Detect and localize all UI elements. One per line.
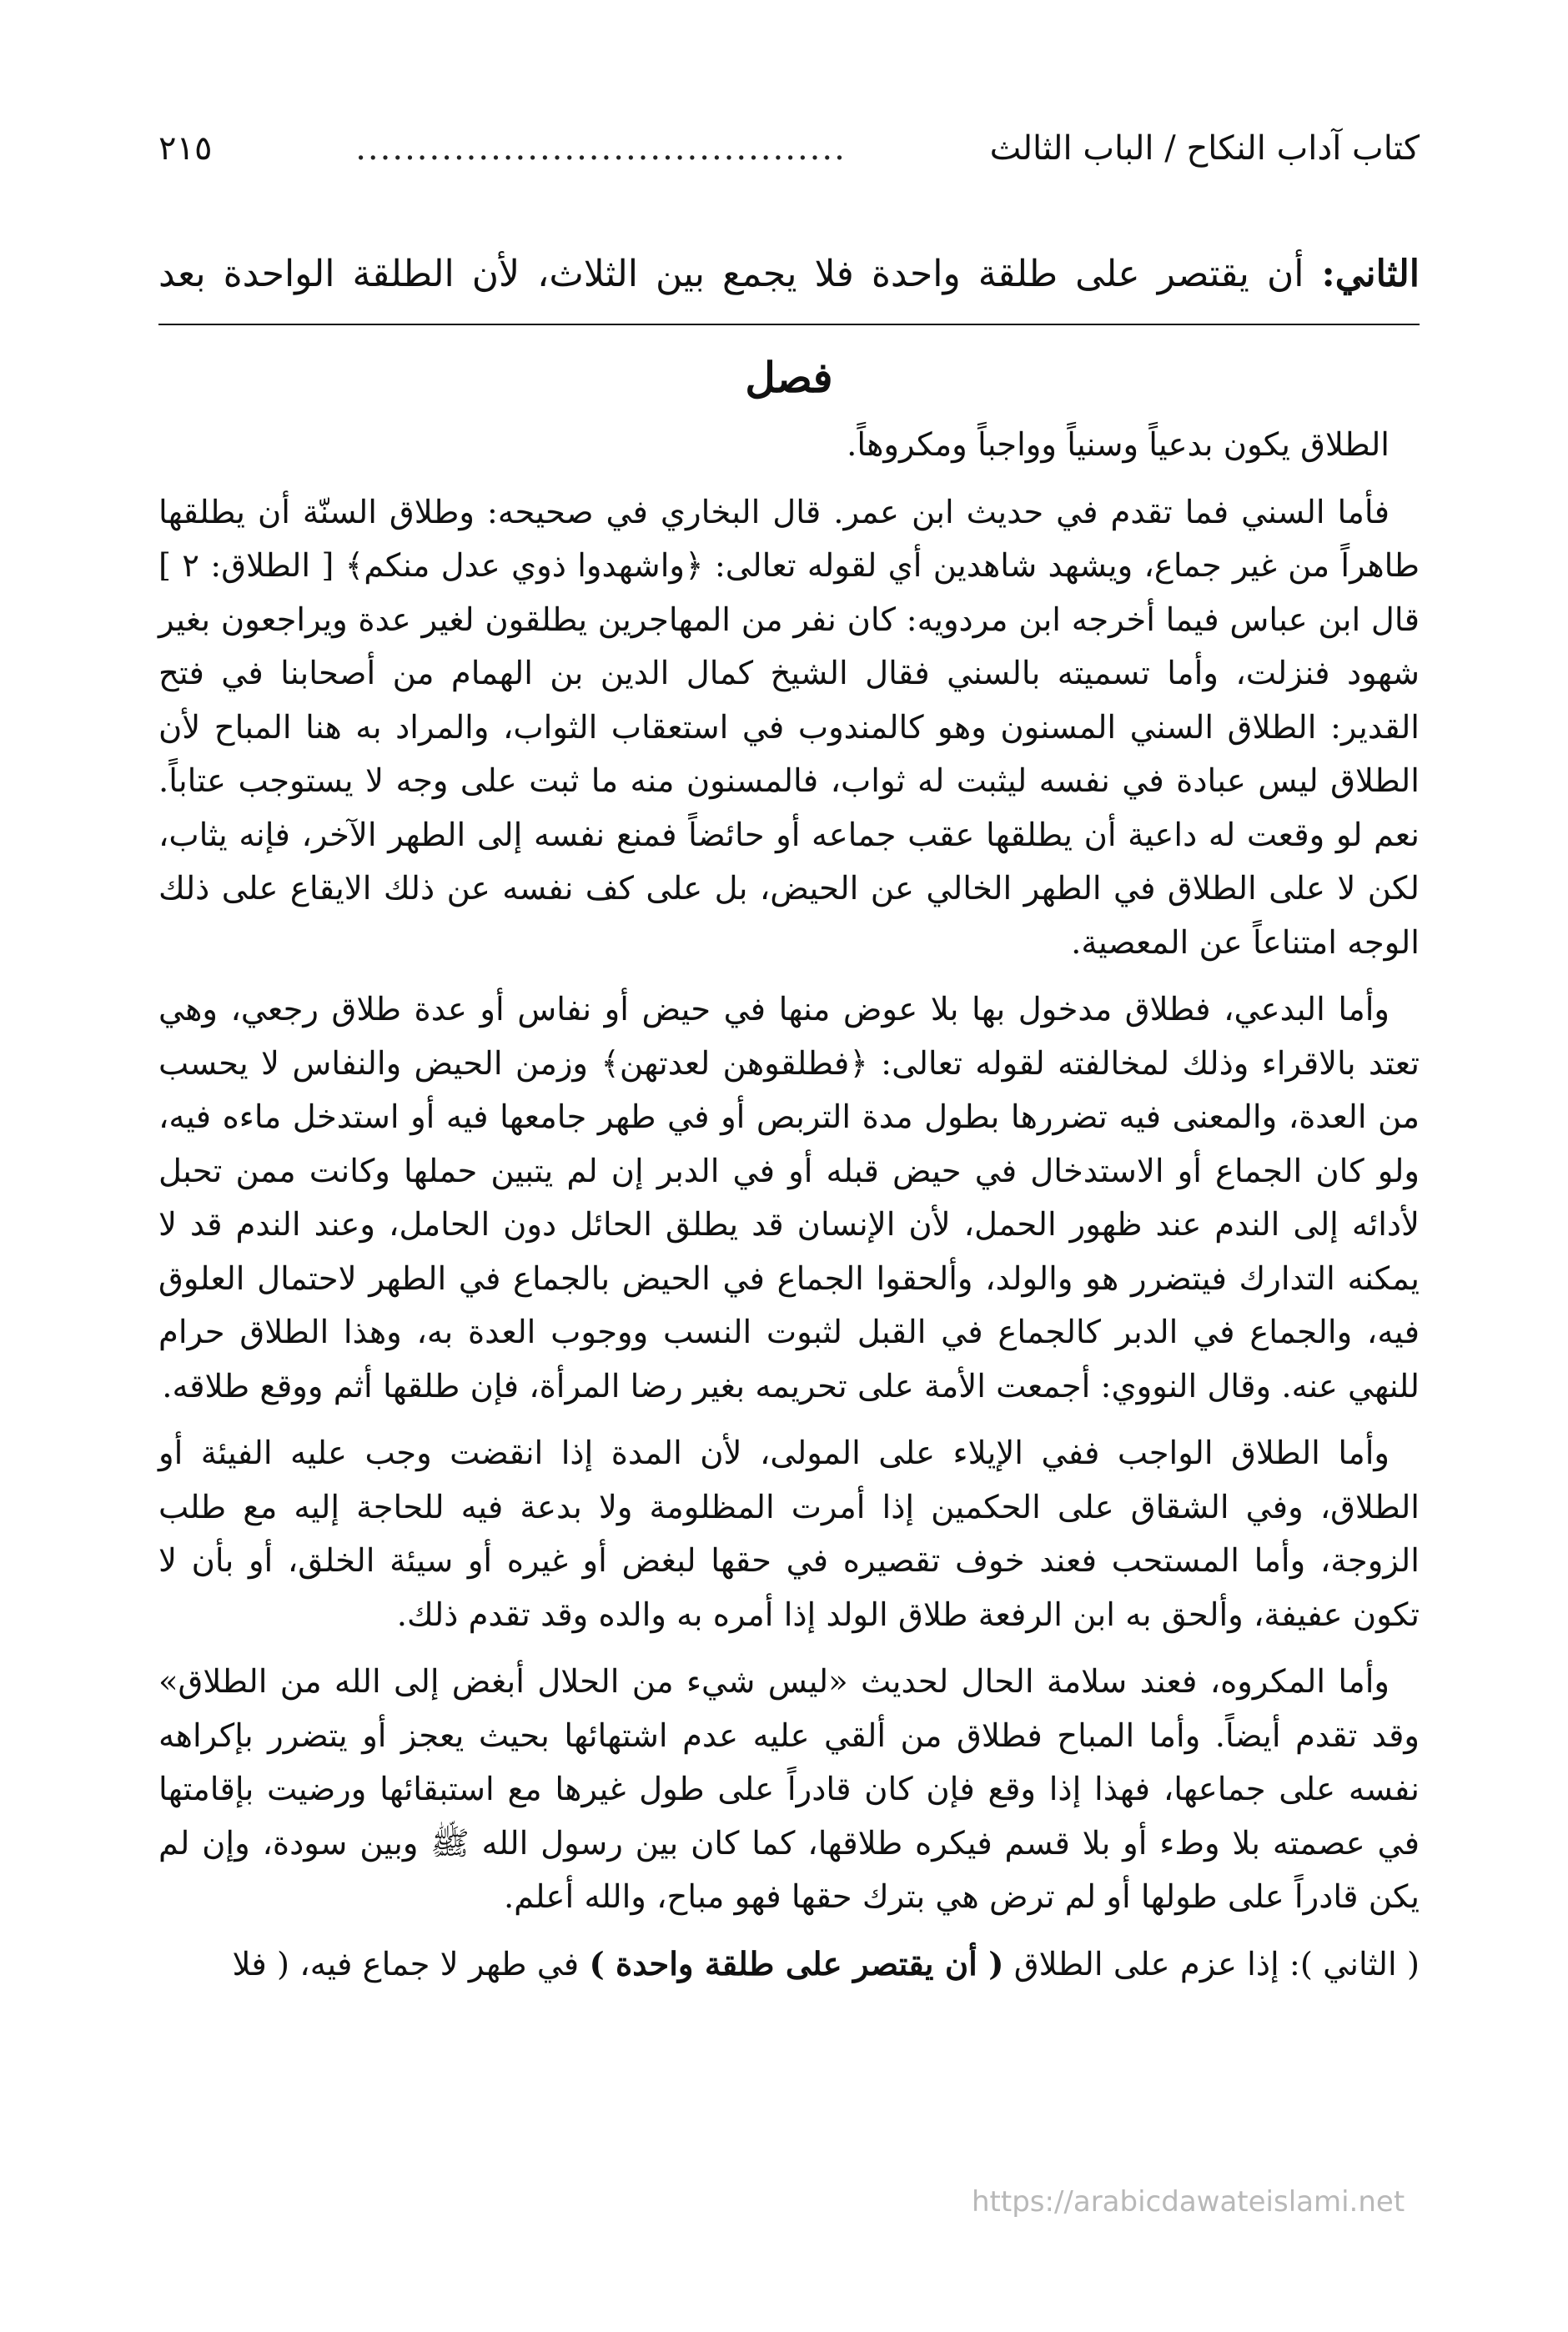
continuation-lead: الثاني:: [1321, 253, 1420, 295]
final-line-open: ( الثاني ): إذا عزم على الطلاق: [1003, 1945, 1420, 1983]
header-title: كتاب آداب النكاح / الباب الثالث: [989, 129, 1420, 168]
section-heading: فصل: [745, 353, 833, 402]
paragraph-makruh: وأما المكروه، فعند سلامة الحال لحديث «ليس شيء من الحلال أبغض إلى الله من الطلاق» وقد تقدم أيضاً. وأما المباح فطلاق من ألقي عليه عدم اشتهائها بحيث يعجز أو يتضرر بإكراهه نفسه على جماعها، فهذا إذا وقع فإن كان قادراً على طول غيرها مع استبقائها ورضيت بإقامتها في عصمته بلا وطء أو بلا قسم فيكره طلاقها، كما كان بين رسول الله ﷺ وبين سودة، وإن لم يكن قادراً على طولها أو لم ترض هي بترك حقها فهو مباح، والله أعلم.: [158, 1663, 1420, 1916]
divider-rule: [158, 324, 1420, 325]
paragraph-bidi: وأما البدعي، فطلاق مدخول بها بلا عوض منها في حيض أو نفاس أو عدة طلاق رجعي، وهي تعتد بالاقراء وذلك لمخالفته لقوله تعالى: ﴿فطلقوهن لعدتهن﴾ وزمن الحيض والنفاس لا يحسب من العدة، والمعنى فيه تضررها بطول مدة التربص أو في طهر جامعها فيه أو استدخل ماءه فيه، ولو كان الجماع أو الاستدخال في حيض قبله أو في الدبر إن لم يتبين حملها وكانت ممن تحبل لأدائه إلى الندم عند ظهور الحمل، لأن الإنسان قد يطلق الحائل دون الحامل، وعند الندم قد لا يمكنه التدارك فيتضرر هو والولد، وألحقوا الجماع في الحيض بالجماع في الطهر لاحتمال العلوق فيه، والجماع في الدبر كالجماع في القبل لثبوت النسب ووجوب العدة به، وهذا الطلاق حرام للنهي عنه. وقال النووي: أجمعت الأمة على تحريمه بغير رضا المرأة، فإن طلقها أثم ووقع طلاقه.: [158, 991, 1420, 1405]
continuation-text: أن يقتصر على طلقة واحدة فلا يجمع بين الثلاث، لأن الطلقة الواحدة بعد: [158, 253, 1322, 295]
book-page: [158, 125, 1420, 1992]
continuation-line: [158, 245, 1420, 304]
final-line-close: في طهر لا جماع فيه، ( فلا: [232, 1945, 590, 1983]
paragraph-sunni: فأما السني فما تقدم في حديث ابن عمر. قال البخاري في صحيحه: وطلاق السنّة أن يطلقها طاهراً من غير جماع، ويشهد شاهدين أي لقوله تعالى: ﴿واشهدوا ذوي عدل منكم﴾ [ الطلاق: ٢ ] قال ابن عباس فيما أخرجه ابن مردويه: كان نفر من المهاجرين يطلقون لغير عدة ويراجعون بغير شهود فنزلت، وأما تسميته بالسني فقال الشيخ كمال الدين بن الهمام من أصحابنا في فتح القدير: الطلاق السني المسنون وهو كالمندوب في استعقاب الثواب، والمراد به هنا المباح لأن الطلاق ليس عبادة في نفسه ليثبت له ثواب، فالمسنون منه ما ثبت على وجه لا يستوجب عتاباً. نعم لو وقعت له داعية أن يطلقها عقب جماعه أو حائضاً فمنع نفسه إلى الطهر الآخر، فإنه يثاب، لكن لا على الطلاق في الطهر الخالي عن الحيض، بل على كف نفسه عن ذلك الايقاع على ذلك الوجه امتناعاً عن المعصية.: [158, 493, 1420, 962]
page-number: ٢١٥: [158, 129, 213, 168]
header-leader-dots: ........................................: [355, 129, 847, 168]
paragraph-intro: الطلاق يكون بدعياً وسنياً وواجباً ومكروهاً.: [847, 426, 1390, 464]
final-line-bold: ( أن يقتصر على طلقة واحدة ): [589, 1945, 1004, 1983]
watermark-url: https://arabicdawateislami.net: [972, 2185, 1405, 2219]
running-header: [158, 125, 1420, 175]
paragraph-wajib: وأما الطلاق الواجب ففي الإيلاء على المولى، لأن المدة إذا انقضت وجب عليه الفيئة أو الطلاق، وفي الشقاق على الحكمين إذا أمرت المظلومة ولا بدعة فيه للحاجة إليه مع طلب الزوجة، وأما المستحب فعند خوف تقصيره في حقها لبغض أو غيره أو سيئة الخلق، أو بأن لا تكون عفيفة، وألحق به ابن الرفعة طلاق الولد إذا أمره به والده وقد تقدم ذلك.: [158, 1435, 1420, 1634]
final-line: [158, 1938, 1420, 1992]
